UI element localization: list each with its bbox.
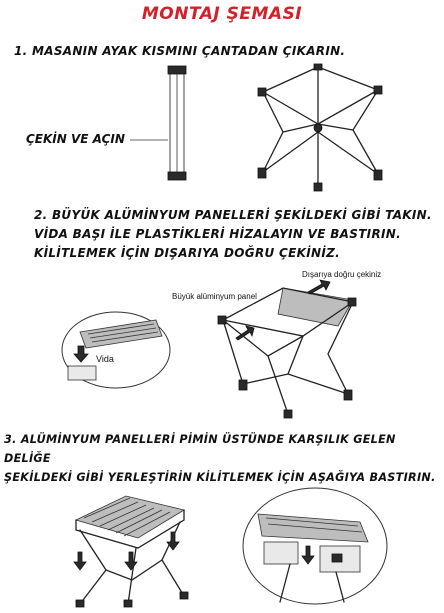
table-top: [76, 496, 184, 538]
down-arrow-icon: [74, 552, 86, 570]
page-title: MONTAJ ŞEMASI: [141, 4, 303, 24]
leg-cap-top: [168, 66, 186, 74]
leg-cap-bottom: [168, 172, 186, 180]
pin-detail-illustration: [240, 484, 390, 609]
step-3-line-2: ŞEKİLDEKİ GİBİ YERLEŞTİRİN KİLİTLEMEK İÇİN AŞAĞIYA BASTIRIN.: [4, 471, 436, 484]
panel-attach-illustration: [208, 274, 378, 424]
aluminum-panel: [278, 288, 353, 326]
step-2-line-1: 2. BÜYÜK ALÜMİNYUM PANELLERİ ŞEKİLDEKİ GİBİ TAKIN.: [34, 208, 432, 222]
assembled-table-illustration: [66, 480, 196, 610]
step-1-instructions: [14, 42, 345, 61]
step-1-line: 1. MASANIN AYAK KISMINI ÇANTADAN ÇIKARIN.: [14, 44, 346, 58]
screw-label: Vida: [96, 354, 114, 364]
folded-leg-illustration: [120, 60, 210, 190]
step-2-instructions: [34, 206, 432, 263]
large-panel-label: Büyük alüminyum panel: [172, 292, 257, 301]
outward-arrow-icon: [308, 280, 330, 294]
screw-detail-illustration: [58, 308, 178, 393]
opened-frame-illustration: [238, 62, 398, 197]
step-3-instructions: [4, 430, 444, 487]
step-2-line-2: VİDA BAŞI İLE PLASTİKLERİ HİZALAYIN VE BASTIRIN.: [34, 227, 401, 241]
step-3-line-1: 3. ALÜMİNYUM PANELLERİ PİMİN ÜSTÜNDE KARŞILIK GELEN DELİĞE: [4, 433, 396, 465]
down-arrow-icon: [167, 532, 179, 550]
step-2-line-3: KİLİTLEMEK İÇİN DIŞARIYA DOĞRU ÇEKİNİZ.: [34, 246, 340, 260]
pull-outward-label: Dışarıya doğru çekiniz: [302, 270, 382, 279]
pull-open-label: ÇEKİN VE AÇIN: [26, 132, 125, 146]
